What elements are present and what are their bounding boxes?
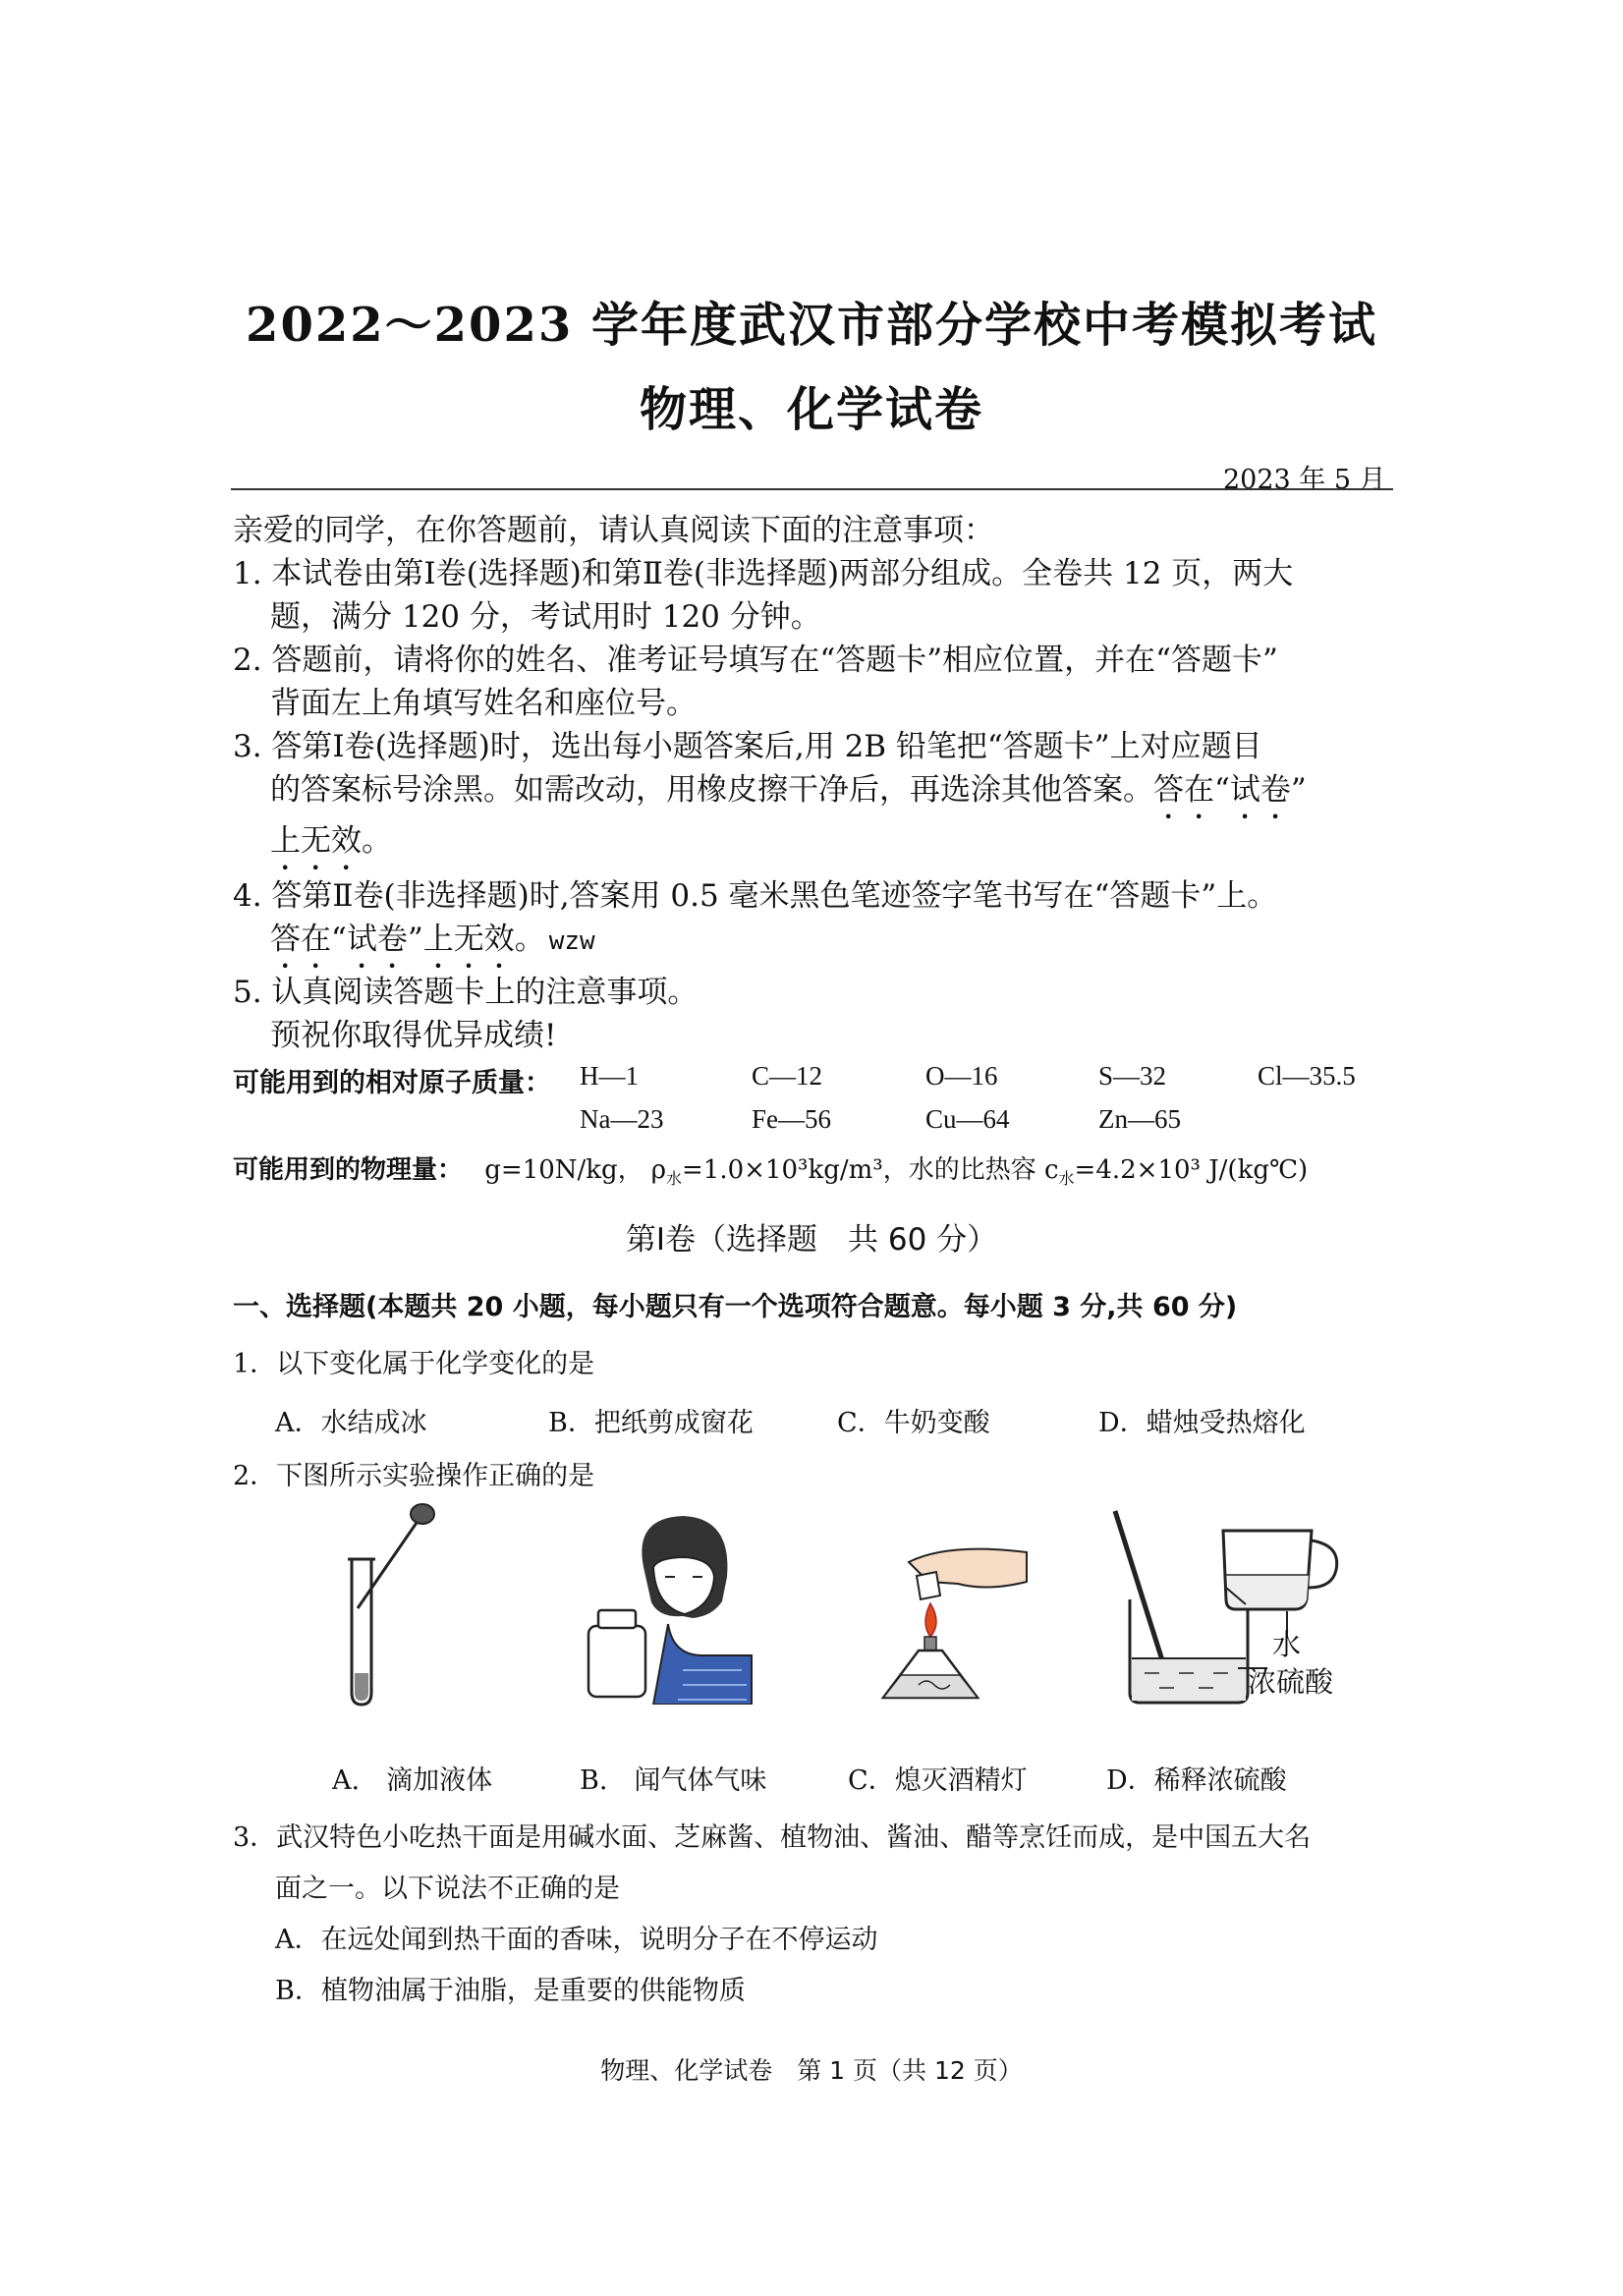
notice-wish: 预祝你取得优异成绩!: [270, 1018, 557, 1053]
atomic-mass-zn: Zn—65: [1098, 1104, 1181, 1134]
atomic-mass-o: O—16: [925, 1061, 998, 1091]
physics-separator: ，: [882, 1155, 909, 1185]
physics-label: 可能用到的物理量：: [233, 1155, 464, 1185]
atomic-mass-na: Na—23: [580, 1104, 664, 1134]
question-2-option-a: A. 滴加液体: [332, 1765, 493, 1796]
notice-intro: 亲爱的同学，在你答题前，请认真阅读下面的注意事项：: [233, 513, 994, 548]
notice-item-2-line-2: 背面左上角填写姓名和座位号。: [270, 686, 697, 721]
question-2-option-c: C．熄灭酒精灯: [848, 1765, 1028, 1796]
atomic-mass-s: S—32: [1098, 1061, 1167, 1091]
question-1-option-c: C．牛奶变酸: [837, 1408, 990, 1438]
physics-c-value: =4.2×10³ J/(kg℃): [1074, 1155, 1309, 1185]
notice-item-4-line-2: [270, 918, 595, 976]
question-2-option-b: B. 闻气体气味: [580, 1765, 767, 1796]
notice-item-4-line-1: 4. 答第Ⅱ卷(非选择题)时,答案用 0.5 毫米黑色笔迹签字笔书写在“答题卡”上。: [233, 878, 1278, 914]
figure-d-label-water: 水: [1272, 1628, 1302, 1661]
atomic-mass-c: C—12: [752, 1061, 823, 1091]
question-1-option-d: D．蜡烛受热熔化: [1098, 1408, 1306, 1438]
notice-item-2-line-1: 2. 答题前，请将你的姓名、准考证号填写在“答题卡”相应位置，并在“答题卡”: [233, 643, 1278, 678]
physics-rho-symbol: ρ: [650, 1155, 666, 1185]
notice-item-1-line-1: 1. 本试卷由第Ⅰ卷(选择题)和第Ⅱ卷(非选择题)两部分组成。全卷共 12 页，两大: [233, 556, 1294, 591]
figure-c-alcohol-lamp: [850, 1513, 1036, 1709]
question-1-option-a: A．水结成冰: [275, 1408, 427, 1438]
question-3-stem-line-1: 3．武汉特色小吃热干面是用碱水面、芝麻酱、植物油、酱油、醋等烹饪而成，是中国五大名: [233, 1822, 1312, 1853]
notice-item-4-emphasis: 答在“试卷”上无效。: [270, 922, 545, 957]
notice-item-3-text: 的答案标号涂黑。如需改动，用橡皮擦干净后，再选涂其他答案。: [270, 772, 1153, 808]
exam-subtitle: 物理、化学试卷: [639, 382, 983, 437]
atomic-mass-fe: Fe—56: [752, 1104, 831, 1134]
notice-item-3-emphasis: 答在“试卷”: [1153, 772, 1307, 808]
physics-constants: [233, 1149, 1308, 1189]
atomic-mass-cl: Cl—35.5: [1258, 1061, 1356, 1091]
physics-rho-value: =1.0×10³kg/m³: [682, 1155, 883, 1185]
header-divider: [231, 488, 1393, 490]
question-2-option-d: D．稀释浓硫酸: [1106, 1765, 1287, 1796]
part-one-heading: 一、选择题(本题共 20 小题，每小题只有一个选项符合题意。每小题 3 分,共 60 分): [233, 1292, 1238, 1322]
question-2-stem: 2．下图所示实验操作正确的是: [233, 1461, 595, 1491]
physics-rho-subscript: 水: [666, 1169, 683, 1189]
notice-item-3-line-2: [270, 768, 1307, 826]
atomic-mass-cu: Cu—64: [925, 1104, 1010, 1134]
question-3-option-a: A．在远处闻到热干面的香味，说明分子在不停运动: [275, 1925, 878, 1955]
notice-item-1-line-2: 题，满分 120 分，考试用时 120 分钟。: [270, 599, 821, 635]
exam-title: 2022～2023 学年度武汉市部分学校中考模拟考试: [246, 298, 1377, 353]
section-heading: 第Ⅰ卷（选择题 共 60 分）: [625, 1222, 998, 1258]
notice-item-4-mark: wzw: [548, 926, 595, 956]
physics-g: g=10N/kg，: [484, 1155, 644, 1185]
question-3-stem-line-2: 面之一。以下说法不正确的是: [275, 1874, 620, 1904]
page-footer: 物理、化学试卷 第 1 页（共 12 页）: [600, 2056, 1023, 2085]
notice-item-5: 5. 认真阅读答题卡上的注意事项。: [233, 975, 699, 1010]
figure-d-label-acid: 浓硫酸: [1248, 1665, 1334, 1699]
notice-item-3-line-3: 上无效。: [270, 823, 392, 859]
figure-a-dropper: [324, 1498, 452, 1714]
atomic-mass-label: 可能用到的相对原子质量：: [233, 1068, 551, 1098]
notice-item-3-line-1: 3. 答第Ⅰ卷(选择题)时，选出每小题答案后,用 2B 铅笔把“答题卡”上对应题目: [233, 729, 1262, 764]
physics-c-subscript: 水: [1058, 1169, 1075, 1189]
physics-heat-text: 水的比热容 c: [908, 1155, 1059, 1185]
question-1-option-b: B．把纸剪成窗花: [548, 1408, 754, 1438]
question-3-option-b: B．植物油属于油脂，是重要的供能物质: [275, 1976, 746, 2006]
question-1-stem: 1．以下变化属于化学变化的是: [233, 1349, 595, 1379]
atomic-mass-h: H—1: [580, 1061, 639, 1091]
figure-b-smell-gas: [575, 1508, 761, 1705]
exam-date: 2023 年 5 月: [1223, 465, 1386, 495]
